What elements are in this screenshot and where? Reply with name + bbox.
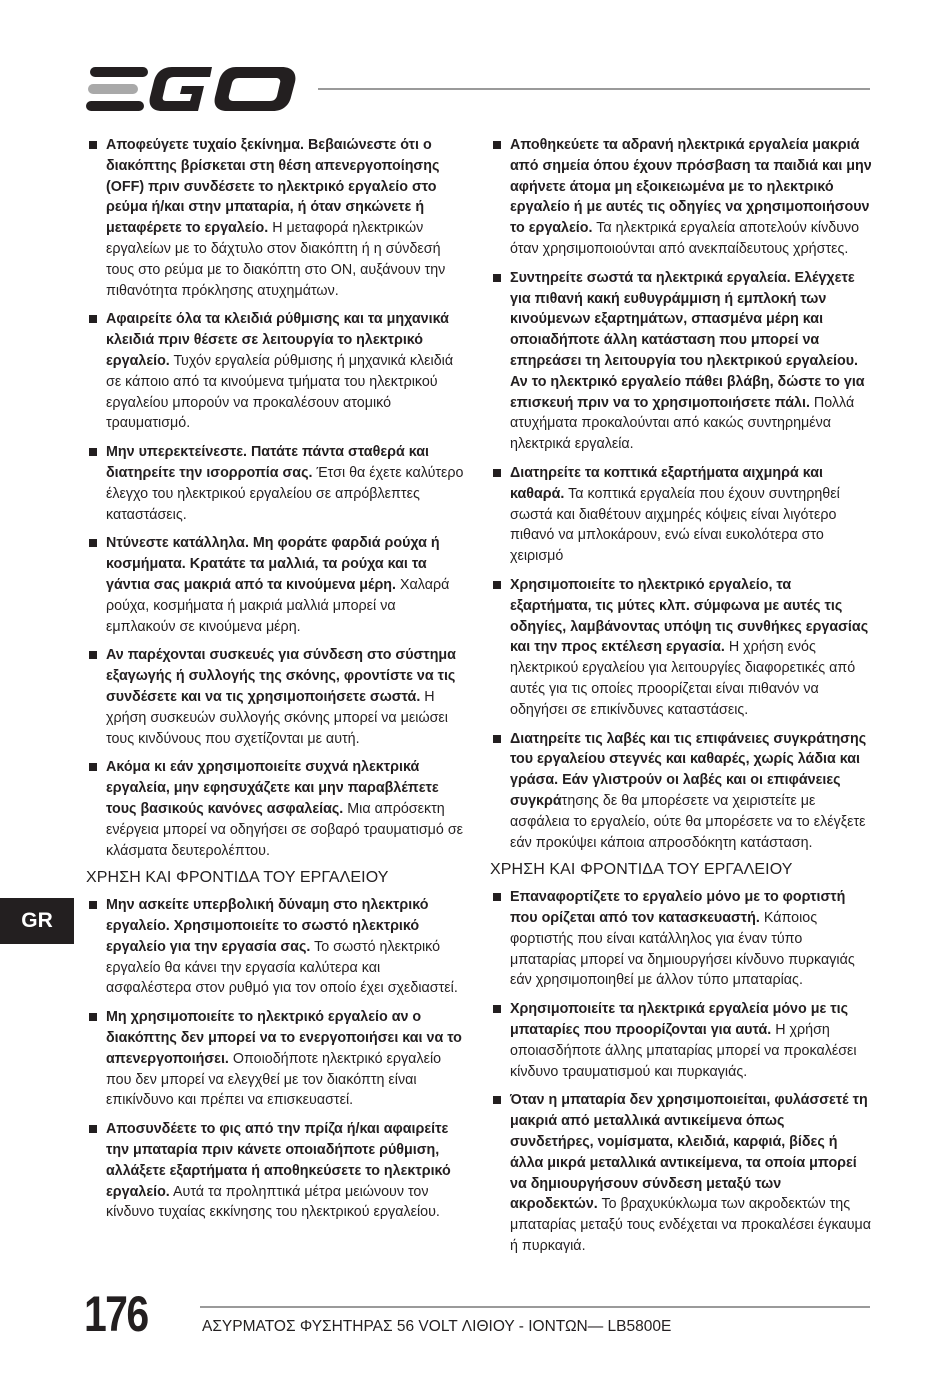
logo-o bbox=[215, 67, 296, 111]
footer-rule bbox=[200, 1306, 870, 1308]
bullet-square-icon bbox=[493, 1005, 501, 1013]
safety-item: Όταν η μπαταρία δεν χρησιμοποιείται, φυλάσσετέ τη μακριά από μεταλλικά αντικείμενα όπως συνδετήρες, νομίσματα, κλειδιά, καρφιά, βίδες ή άλλα μικρά μεταλλικά αντικείμενα, τα οποία μπορεί να δημιουργήσουν σύνδεση μεταξύ των ακροδεκτών. Το βραχυκύκλωμα των ακροδεκτών της μπαταρίας μεταξύ τους ενδέχεται να προκαλέσει έγκαυμα ή πυρκαγιά. bbox=[490, 1090, 872, 1256]
safety-item: Αποθηκεύετε τα αδρανή ηλεκτρικά εργαλεία μακριά από σημεία όπου έχουν πρόσβαση τα παιδιά και μην αφήνετε άτομα μη εξοικειωμένα με το ηλεκτρικό εργαλείο ή με αυτές τις οδηγίες να χρησιμοποιήσουν το εργαλείο. Τα ηλεκτρικά εργαλεία αποτελούν κίνδυνο όταν χρησιμοποιούνται από ανεκπαίδευτους χρήστες. bbox=[490, 135, 872, 260]
safety-item: Επαναφορτίζετε το εργαλείο μόνο με το φορτιστή που ορίζεται από τον κατασκευαστή. Κάποιος φορτιστής που είναι κατάλληλος για έναν τύπο μπαταρίας μπορεί να δημιουργήσει κίνδυνο πυρκαγιάς εάν χρησιμοποιηθεί με άλλον τύπο μπαταρίας. bbox=[490, 887, 872, 991]
safety-item: Αποφεύγετε τυχαίο ξεκίνημα. Βεβαιώνεστε ότι ο διακόπτης βρίσκεται στη θέση απενεργοποίησης (OFF) πριν συνδέσετε το ηλεκτρικό εργαλείο στο ρεύμα ή/και στην μπαταρία, ή όταν σηκώνετε ή μεταφέρετε το εργαλείο. Η μεταφορά ηλεκτρικών εργαλείων με το δάχτυλο στον διακόπτη ή η σύνδεσή τους στο ρεύμα με το διακόπτη στο ON, αυξάνουν την πιθανότητα πρόκλησης ατυχημάτων. bbox=[86, 135, 466, 301]
left-column bbox=[86, 135, 466, 1231]
safety-item: Μη χρησιμοποιείτε το ηλεκτρικό εργαλείο αν ο διακόπτης δεν μπορεί να το ενεργοποιήσει και να το απενεργοποιήσει. Οποιοδήποτε ηλεκτρικό εργαλείο που δεν μπορεί να ελεγχθεί με τον διακόπτη είναι επικίνδυνο και πρέπει να επισκευαστεί. bbox=[86, 1007, 466, 1111]
bullet-square-icon bbox=[493, 581, 501, 589]
safety-item: Μην υπερεκτείνεστε. Πατάτε πάντα σταθερά και διατηρείτε την ισορροπία σας. Έτσι θα έχετε καλύτερο έλεγχο του ηλεκτρικού εργαλείου σε απρόβλεπτες καταστάσεις. bbox=[86, 442, 466, 525]
bullet-square-icon bbox=[493, 1096, 501, 1104]
logo-e-bar-bottom bbox=[86, 101, 144, 111]
header-rule bbox=[318, 88, 870, 90]
logo-g bbox=[150, 67, 212, 111]
bullet-square-icon bbox=[89, 141, 97, 149]
page-number: 176 bbox=[84, 1286, 148, 1342]
language-tab: GR bbox=[0, 898, 74, 944]
logo-e-bar-top bbox=[90, 67, 148, 77]
bullet-square-icon bbox=[89, 1125, 97, 1133]
safety-item: Αν παρέχονται συσκευές για σύνδεση στο σύστημα εξαγωγής ή συλλογής της σκόνης, φροντίστε να τις συνδέσετε και να τις χρησιμοποιήσετε σωστά. Η χρήση συσκευών συλλογής σκόνης μπορεί να μειώσει τους κινδύνους που σχετίζονται με αυτή. bbox=[86, 645, 466, 749]
safety-item: Διατηρείτε τις λαβές και τις επιφάνειες συγκράτησης του εργαλείου στεγνές και καθαρές, χωρίς λάδια και γράσα. Εάν γλιστρούν οι λαβές και οι επιφάνειες συγκράτησης δε θα μπορέσετε να χειριστείτε με ασφάλεια το εργαλείο, ούτε θα μπορέσετε να το ελέγξετε εάν προκύψει κάποια απροσδόκητη κατάσταση. bbox=[490, 729, 872, 854]
bullet-square-icon bbox=[89, 763, 97, 771]
bullet-square-icon bbox=[89, 315, 97, 323]
safety-item: Συντηρείτε σωστά τα ηλεκτρικά εργαλεία. Ελέγχετε για πιθανή κακή ευθυγράμμιση ή εμπλοκή των κινούμενων εξαρτημάτων, σπασμένα μέρη και οποιαδήποτε άλλη κατάσταση που μπορεί να επηρεάσει τη λειτουργία του ηλεκτρικού εργαλείου. Αν το ηλεκτρικό εργαλείο πάθει βλάβη, δώστε το για επισκευή πριν να το χρησιμοποιήσετε πάλι. Πολλά ατυχήματα προκαλούνται από κακώς συντηρημένα ηλεκτρικά εργαλεία. bbox=[490, 268, 872, 455]
bullet-square-icon bbox=[89, 1013, 97, 1021]
bullet-square-icon bbox=[493, 893, 501, 901]
bullet-square-icon bbox=[493, 274, 501, 282]
safety-item: Διατηρείτε τα κοπτικά εξαρτήματα αιχμηρά και καθαρά. Τα κοπτικά εργαλεία που έχουν συντηρηθεί σωστά και διαθέτουν αιχμηρές κόψεις είναι λιγότερο πιθανό να μπλοκάρουν, ενώ είναι ευκολότερα στο χειρισμό bbox=[490, 463, 872, 567]
footer-title: ΑΣΥΡΜΑΤΟΣ ΦΥΣΗΤΗΡΑΣ 56 VOLT ΛΙΘΙΟΥ - ΙΟΝΤΩΝ— LB5800E bbox=[202, 1318, 672, 1335]
safety-item: Χρησιμοποιείτε το ηλεκτρικό εργαλείο, τα εξαρτήματα, τις μύτες κλπ. σύμφωνα με αυτές τις οδηγίες, λαμβάνοντας υπόψη τις συνθήκες εργασίας και την προς εκτέλεση εργασία. Η χρήση ενός ηλεκτρικού εργαλείου για λειτουργίες διαφορετικές από αυτές για τις οποίες προορίζεται είναι πιθανόν να οδηγήσει σε επικίνδυνες καταστάσεις. bbox=[490, 575, 872, 721]
section-heading: ΧΡΗΣΗ ΚΑΙ ΦΡΟΝΤΙΔΑ ΤΟΥ ΕΡΓΑΛΕΙΟΥ bbox=[490, 861, 793, 879]
right-column bbox=[490, 135, 872, 1265]
bullet-square-icon bbox=[89, 448, 97, 456]
bullet-square-icon bbox=[89, 901, 97, 909]
bullet-square-icon bbox=[493, 469, 501, 477]
bullet-square-icon bbox=[89, 651, 97, 659]
safety-item: Ακόμα κι εάν χρησιμοποιείτε συχνά ηλεκτρικά εργαλεία, μην εφησυχάζετε και μην παραβλέπετε τους βασικούς κανόνες ασφαλείας. Μια απρόσεκτη ενέργεια μπορεί να οδηγήσει σε σοβαρό τραυματισμό σε κλάσματα δευτερολέπτου. bbox=[86, 757, 466, 861]
safety-item: Αφαιρείτε όλα τα κλειδιά ρύθμισης και τα μηχανικά κλειδιά πριν θέσετε σε λειτουργία το ηλεκτρικό εργαλείο. Τυχόν εργαλεία ρύθμισης ή μηχανικά κλειδιά σε κάποιο από τα κινούμενα τμήματα του ηλεκτρικού εργαλείου μπορούν να προκαλέσουν ατομικό τραυματισμό. bbox=[86, 309, 466, 434]
ego-logo bbox=[86, 64, 298, 114]
safety-item: Αποσυνδέετε το φις από την πρίζα ή/και αφαιρείτε την μπαταρία πριν κάνετε οποιαδήποτε ρύθμιση, αλλάξετε εξαρτήματα ή αποθηκεύσετε το ηλεκτρικό εργαλείο. Αυτά τα προληπτικά μέτρα μειώνουν τον κίνδυνο τυχαίας εκκίνησης του ηλεκτρικού εργαλείου. bbox=[86, 1119, 466, 1223]
bullet-square-icon bbox=[493, 141, 501, 149]
bullet-square-icon bbox=[89, 539, 97, 547]
logo-e-bar-mid bbox=[88, 84, 138, 94]
safety-item: Ντύνεστε κατάλληλα. Μη φοράτε φαρδιά ρούχα ή κοσμήματα. Κρατάτε τα μαλλιά, τα ρούχα και τα γάντια σας μακριά από τα κινούμενα μέρη. Χαλαρά ρούχα, κοσμήματα ή μακριά μαλλιά μπορεί να εμπλακούν σε κινούμενα μέρη. bbox=[86, 533, 466, 637]
safety-item: Χρησιμοποιείτε τα ηλεκτρικά εργαλεία μόνο με τις μπαταρίες που προορίζονται για αυτά. Η χρήση οποιασδήποτε άλλης μπαταρίας μπορεί να προκαλέσει κίνδυνο τραυματισμού και πυρκαγιάς. bbox=[490, 999, 872, 1082]
section-heading: ΧΡΗΣΗ ΚΑΙ ΦΡΟΝΤΙΔΑ ΤΟΥ ΕΡΓΑΛΕΙΟΥ bbox=[86, 869, 389, 887]
safety-item: Μην ασκείτε υπερβολική δύναμη στο ηλεκτρικό εργαλείο. Χρησιμοποιείτε το σωστό ηλεκτρικό εργαλείο για την εργασία σας. Το σωστό ηλεκτρικό εργαλείο θα κάνει την εργασία καλύτερα και ασφαλέστερα στον ρυθμό για τον οποίο έχει σχεδιαστεί. bbox=[86, 895, 466, 999]
bullet-square-icon bbox=[493, 735, 501, 743]
